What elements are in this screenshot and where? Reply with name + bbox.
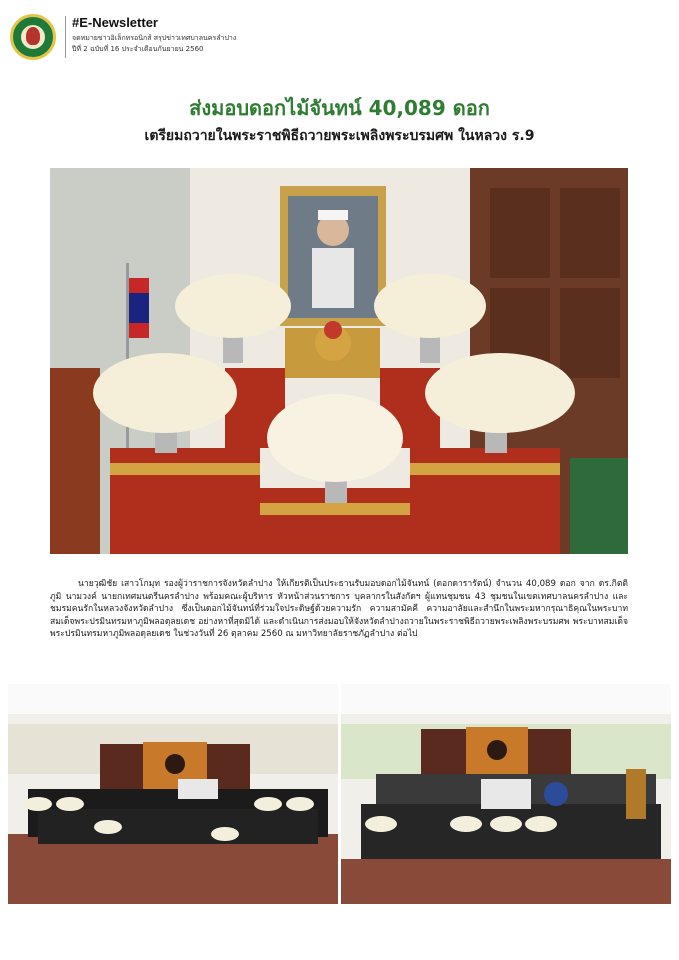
main-photo-altar	[50, 168, 628, 554]
newsletter-subtitle: จดหมายข่าวอิเล็กทรอนิกส์ สรุปข่าวเทศบาลนครลำปาง	[72, 34, 237, 42]
municipality-logo	[10, 14, 56, 60]
header-divider	[65, 16, 66, 58]
altar-photo-illustration	[50, 168, 628, 554]
group-photo-right	[341, 684, 671, 904]
article-body: นายวุฒิชัย เสาวโกมุท รองผู้ว่าราชการจังหวัดลำปาง ให้เกียรติเป็นประธานรับมอบดอกไม้จันทน์ (ดอกดารารัตน์) จำนวน 40,089 ดอก จาก ดร.กิตติภูมิ นามวงค์ นายกเทศมนตรีนครลำปาง พร้อมคณะผู้บริหาร หัวหน้าส่วนราชการ บุคลากรในสังกัดฯ ผู้แทนชุมชน 43 ชุมชนในเขตเทศบาลนครลำปาง และชมรมคนรักในหลวงจังหวัดลำปาง ซึ่งเป็นดอกไม้จันทน์ที่ร่วมใจประดิษฐ์ด้วยความรัก ความสามัคคี ความอาลัยและสำนึกในพระมหากรุณาธิคุณในพระบาทสมเด็จพระปรมินทรมหาภูมิพลอดุลยเดช อย่างหาที่สุดมิได้ และดำเนินการส่งมอบให้จังหวัดลำปางถวายในพระราชพิธีถวายพระเพลิงพระบรมศพ พระบาทสมเด็จพระปรมินทรมหาภูมิพลอดุลยเดช ในช่วงวันที่ 26 ตุลาคม 2560 ณ มหาวิทยาลัยราชภัฏลำปาง ต่อไป	[50, 579, 628, 639]
group-photo-left	[8, 684, 338, 904]
newsletter-title: #E-Newsletter	[72, 15, 158, 30]
newsletter-header	[8, 12, 668, 64]
article-subheadline: เตรียมถวายในพระราชพิธีถวายพระเพลิงพระบรมศพ ในหลวง ร.9	[144, 128, 535, 144]
article-headline: ส่งมอบดอกไม้จันทน์ 40,089 ดอก	[189, 96, 490, 120]
logo-rooster-icon	[26, 27, 40, 45]
group-photo-right-illustration	[341, 684, 671, 904]
group-photo-left-illustration	[8, 684, 338, 904]
newsletter-issue: ปีที่ 2 ฉบับที่ 16 ประจำเดือนกันยายน 2560	[72, 45, 204, 53]
